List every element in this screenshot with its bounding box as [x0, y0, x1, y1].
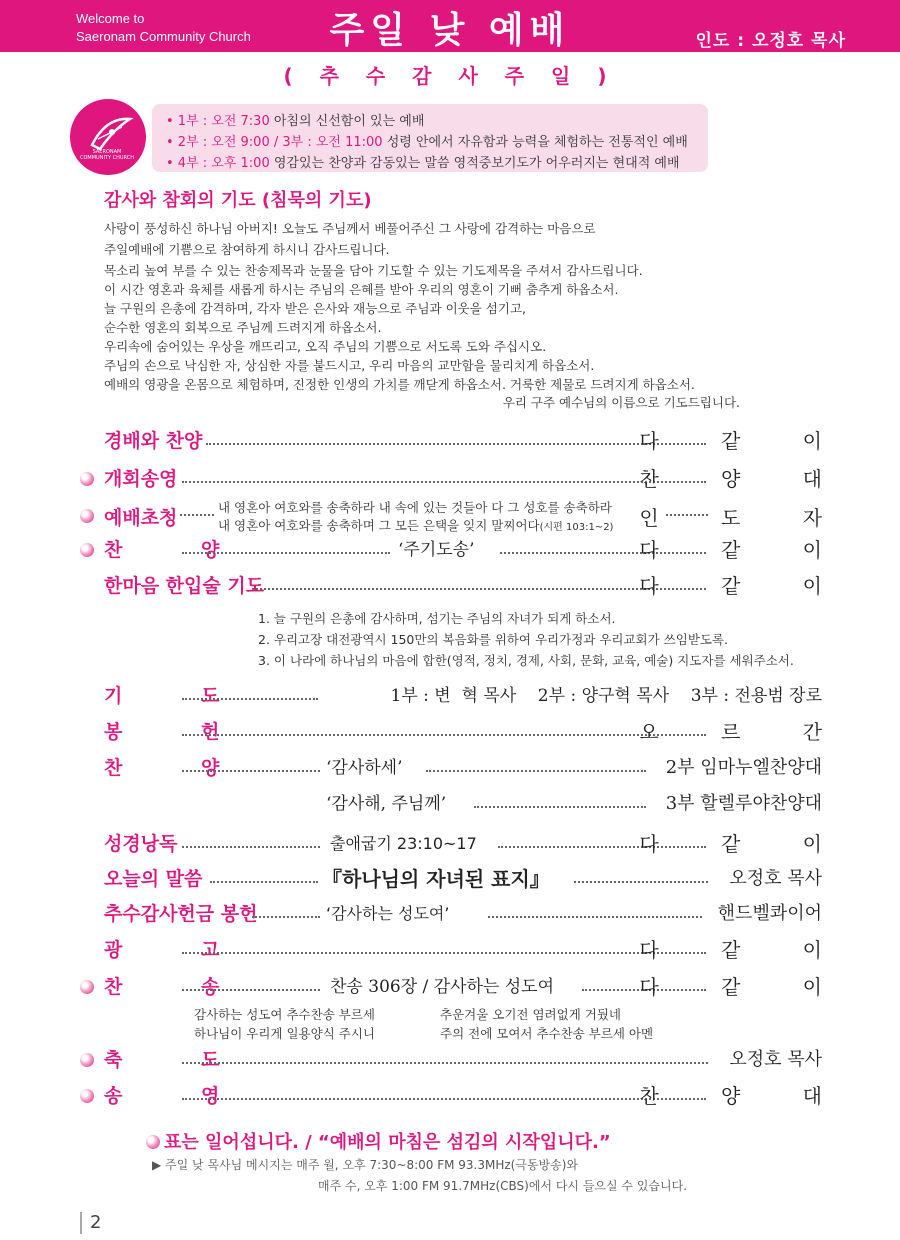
order-performer: 다 같 이 [639, 975, 850, 999]
prayer-line: 목소리 높여 부를 수 있는 찬송제목과 눈물을 담아 기도할 수 있는 기도제목을 주셔서 감사드립니다. [104, 263, 643, 278]
service-time-2 [166, 131, 688, 150]
hymn-lyric: 주의 전에 모여서 추수찬송 부르세 아멘 [440, 1026, 654, 1041]
service-time-desc: 성령 안에서 자유함과 능력을 체험하는 전통적인 예배 [386, 135, 688, 150]
dot-leader [182, 846, 320, 848]
order-row-offering [0, 717, 900, 747]
song-title: ‘감사하는 성도여’ [326, 904, 450, 923]
order-row-prayer [0, 681, 900, 711]
dot-leader [488, 916, 702, 918]
prayer-closing: 우리 구주 예수님의 이름으로 기도드립니다. [502, 395, 740, 410]
service-leader: 인도 : 오정호 목사 [695, 31, 846, 51]
order-performer: 다 같 이 [639, 429, 850, 453]
order-performer: 찬 양 대 [639, 1084, 850, 1108]
service-time-label: • 1부 : 오전 7:30 [166, 114, 270, 129]
order-row-unison-prayer [0, 571, 900, 601]
order-row-invitation [0, 500, 900, 536]
song-title: ‘감사하세’ [326, 758, 403, 778]
scripture-reference: 출애굽기 23:10~17 [330, 834, 477, 853]
radio-info-2: 매주 수, 오후 1:00 FM 91.7MHz(CBS)에서 다시 들으실 수 있습니다. [318, 1179, 688, 1193]
prayer-leaders: 1부 : 변 혁 목사 2부 : 양구혁 목사 3부 : 전용범 장로 [390, 686, 822, 706]
order-label: 봉 헌 [104, 721, 256, 743]
welcome-line-2: Saeronam Community Church [76, 29, 251, 44]
order-label: 추수감사헌금 봉헌 [104, 903, 258, 925]
logo-text-line-1: SAERONAM [92, 149, 122, 155]
order-performer: 핸드벨콰이어 [717, 903, 822, 924]
order-performer: 인 도 자 [639, 506, 850, 530]
service-time-label: • 2부 : 오전 9:00 / 3부 : 오전 11:00 [166, 135, 383, 150]
standing-note [146, 1128, 611, 1154]
sermon-title: 『하나님의 자녀된 표지』 [322, 867, 550, 891]
invitation-verse: 내 영혼아 여호와를 송축하며 그 모든 은택을 잊지 말찌어다 [218, 518, 540, 533]
dot-leader [252, 916, 320, 918]
order-row-hymn [0, 972, 900, 1002]
prayer-heading: 감사와 참회의 기도 (침묵의 기도) [104, 190, 372, 211]
order-row-anthem-2 [0, 789, 900, 819]
dot-leader [182, 770, 320, 772]
prayer-line: 순수한 영혼의 회복으로 주님께 드려지게 하옵소서. [104, 320, 382, 335]
page-number: 2 [80, 1212, 101, 1234]
logo-text [72, 149, 142, 161]
hymn-lyric: 감사하는 성도여 추수찬송 부르세 [194, 1007, 375, 1022]
order-performer: 찬 양 대 [639, 467, 850, 491]
dot-leader [252, 588, 706, 590]
bullet-icon [80, 509, 94, 523]
order-row-benediction [0, 1045, 900, 1075]
order-label: 기 도 [104, 685, 256, 707]
service-time-desc: 영감있는 찬양과 감동있는 말씀 영적중보기도가 어우러지는 현대적 예배 [273, 156, 680, 171]
order-performer: 오 르 간 [639, 720, 850, 744]
order-label: 찬 양 [104, 539, 256, 561]
song-title: ‘주기도송’ [398, 540, 475, 560]
prayer-line: 늘 구원의 은총에 감격하며, 각자 받은 은사와 재능으로 주님과 이웃을 섬기고, [104, 301, 527, 316]
order-label: 개회송영 [104, 468, 178, 490]
order-performer: 다 같 이 [639, 574, 850, 598]
order-label: 오늘의 말씀 [104, 868, 203, 890]
dot-leader [182, 989, 320, 991]
prayer-line: 이 시간 영혼과 육체를 새롭게 하시는 주님의 은혜를 받아 우리의 영혼이 기뻐 춤추게 하옵소서. [104, 282, 619, 297]
order-label: 광 고 [104, 939, 256, 961]
order-label: 성경낭독 [104, 833, 178, 855]
order-performer: 다 같 이 [639, 832, 850, 856]
dot-leader [182, 952, 706, 954]
dot-leader [210, 881, 318, 883]
song-title: ‘감사해, 주님께’ [326, 794, 447, 814]
prayer-line: 우리속에 숨어있는 우상을 깨뜨리고, 오직 주님의 기쁨으로 서도록 도와 주십시오. [104, 339, 547, 354]
dot-leader [474, 806, 646, 808]
order-row-anthem [0, 753, 900, 783]
hymn-title: 찬송 306장 / 감사하는 성도여 [330, 977, 555, 997]
order-row-thanksgiving-offering [0, 899, 900, 929]
order-label: 찬 송 [104, 976, 256, 998]
prayer-item-3: 3. 이 나라에 하나님의 마음에 합한(영적, 정치, 경제, 사회, 문화, 교육, 예술) 지도자를 세워주소서. [258, 653, 794, 668]
prayer-item-2: 2. 우리고장 대전광역시 150만의 복음화를 위하여 우리가정과 우리교회가 쓰임받도록. [258, 632, 729, 647]
dot-leader [182, 1062, 708, 1064]
dot-leader [574, 881, 708, 883]
bullet-icon [80, 1089, 94, 1103]
dot-leader [182, 481, 706, 483]
dot-leader [182, 552, 390, 554]
prayer-item-1: 1. 늘 구원의 은총에 감사하며, 섬기는 주님의 자녀가 되게 하소서. [258, 611, 616, 626]
invitation-ref: (시편 103:1~2) [539, 522, 614, 533]
order-row-opening [0, 464, 900, 494]
order-label: 찬 양 [104, 757, 256, 779]
order-label: 예배초청 [104, 507, 178, 529]
church-logo-icon [70, 99, 146, 175]
hymn-lyric: 하나님이 우리게 일용양식 주시니 [194, 1026, 375, 1041]
order-row-announcements [0, 935, 900, 965]
order-row-sermon [0, 864, 900, 894]
dot-leader [426, 770, 646, 772]
order-row-scripture [0, 829, 900, 859]
order-label: 송 영 [104, 1085, 256, 1107]
prayer-line: 주님의 손으로 낙심한 자, 상심한 자를 붙드시고, 우리 마음의 교만함을 물리치게 하옵소서. [104, 358, 595, 373]
logo-text-line-2: COMMUNITY CHURCH [79, 155, 134, 161]
bullet-icon [80, 980, 94, 994]
page-subtitle: ( 추 수 감 사 주 일 ) [283, 64, 617, 88]
service-time-3 [166, 152, 680, 171]
prayer-line: 주일예배에 기쁨으로 참여하게 하시니 감사드립니다. [104, 242, 390, 257]
dot-leader [180, 514, 214, 516]
dot-leader [182, 1098, 706, 1100]
dot-leader [206, 443, 706, 445]
order-label: 경배와 찬양 [104, 430, 203, 452]
order-row-doxology [0, 1081, 900, 1111]
order-performer: 다 같 이 [639, 538, 850, 562]
bullet-icon [80, 472, 94, 486]
service-time-1 [166, 110, 424, 129]
choir-name: 2부 임마누엘찬양대 [665, 757, 822, 778]
bullet-icon [146, 1135, 160, 1149]
order-label: 한마음 한입술 기도 [104, 575, 265, 597]
order-row-praise [0, 535, 900, 565]
bullet-icon [80, 1053, 94, 1067]
prayer-line: 사랑이 풍성하신 하나님 아버지! 오늘도 주님께서 베풀어주신 그 사랑에 감격하는 마음으로 [104, 221, 596, 236]
welcome-line-1: Welcome to [76, 11, 145, 26]
dot-leader [182, 734, 706, 736]
prayer-line: 예배의 영광을 온몸으로 체험하며, 진정한 인생의 가치를 깨닫게 하옵소서. 거룩한 제물로 드려지게 하옵소서. [104, 377, 695, 392]
invitation-text-1: 내 영혼아 여호와를 송축하라 내 속에 있는 것들아 다 그 성호를 송축하라 [218, 500, 612, 515]
radio-info-1: ▶ 주일 낮 목사님 메시지는 매주 월, 오후 7:30~8:00 FM 93.3MHz(극동방송)와 [152, 1158, 578, 1172]
order-performer: 다 같 이 [639, 938, 850, 962]
page-title: 주일 낮 예배 [329, 10, 571, 51]
dot-leader [182, 698, 318, 700]
invitation-text-2 [218, 516, 613, 534]
hymn-lyric: 추운겨울 오기전 염려없게 거뒀네 [440, 1007, 621, 1022]
choir-name: 3부 할렐루야찬양대 [665, 793, 822, 814]
preacher-name: 오정호 목사 [729, 868, 822, 889]
standing-note-text: 표는 일어섭니다. / “예배의 마침은 섬김의 시작입니다.” [164, 1132, 611, 1153]
order-performer: 오정호 목사 [729, 1049, 822, 1070]
bullet-icon [80, 543, 94, 557]
order-row-worship [0, 426, 900, 456]
service-time-label: • 4부 : 오후 1:00 [166, 156, 270, 171]
order-label: 축 도 [104, 1049, 256, 1071]
service-time-desc: 아침의 신선함이 있는 예배 [273, 114, 425, 129]
